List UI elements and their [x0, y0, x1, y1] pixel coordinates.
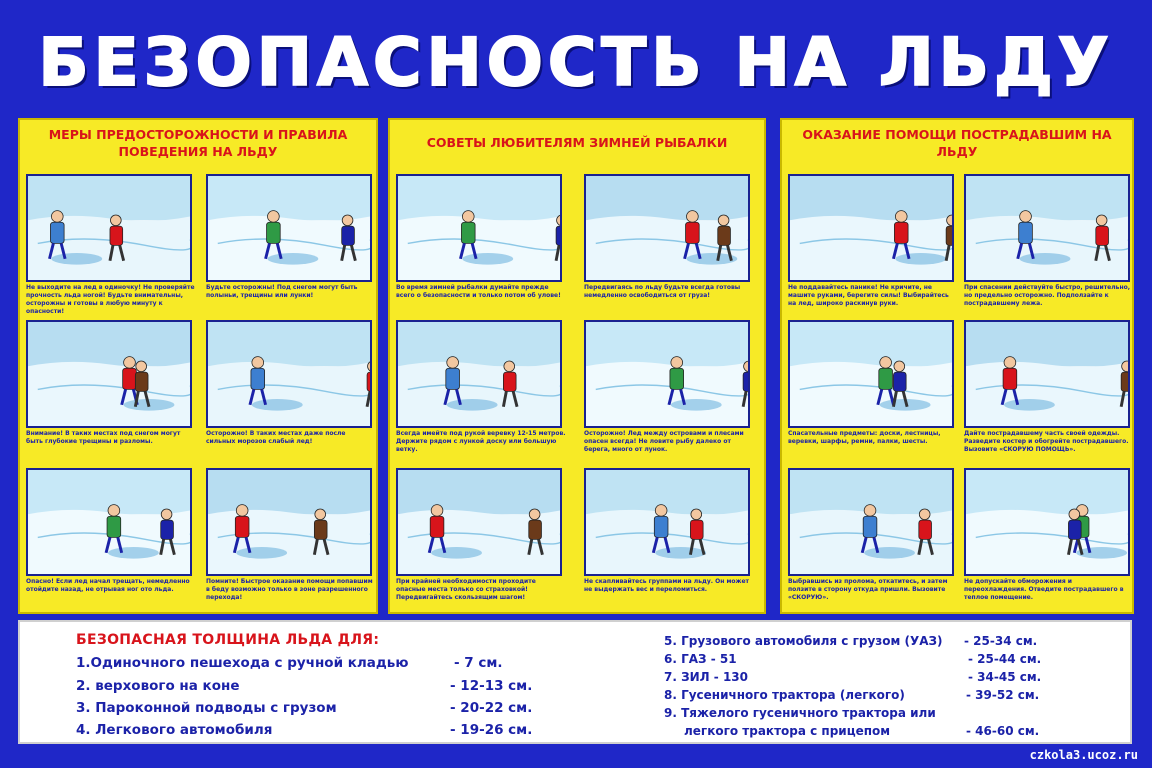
safety-rope-icon — [396, 468, 562, 576]
warming-victim-icon — [964, 320, 1130, 428]
scene-caption: Выбравшись из пролома, откатитесь, и затем ползите в сторону откуда пришли. Вызовите «СКОРУЮ». — [788, 578, 948, 601]
thickness-value: - 34-45 см. — [968, 670, 1042, 684]
scene-caption: Будьте осторожны! Под снегом могут быть полыньи, трещины или лунки! — [206, 284, 358, 299]
falling-through-ice-icon — [26, 320, 192, 428]
thickness-row: 7. ЗИЛ - 130 — [664, 670, 749, 684]
panel-heading: ОКАЗАНИЕ ПОМОЩИ ПОСТРАДАВШИМ НА ЛЬДУ — [802, 127, 1112, 159]
scene-caption: Не выходите на лед в одиночку! Не проверяйте прочность льда ногой! Будьте внимательны, осторожны и готовы в любую минуту к опасности! — [26, 284, 195, 315]
scene-caption: Опасно! Если лед начал трещать, немедленно отойдите назад, не отрывая ног ото льда. — [26, 578, 190, 593]
children-sliding-icon — [26, 468, 192, 576]
thickness-row: 9. Тяжелого гусеничного трактора или — [664, 706, 936, 720]
ice-fishing-icon — [396, 174, 562, 282]
scene-caption: Осторожно! В таких местах даже после сильных морозов слабый лед! — [206, 430, 346, 445]
overloaded-ice-icon — [584, 468, 750, 576]
thickness-value: - 20-22 см. — [450, 700, 533, 716]
scene-caption: Во время зимней рыбалки думайте прежде всего о безопасности и только потом об улове! — [396, 284, 561, 299]
children-on-ice-icon — [26, 174, 192, 282]
factory-open-water-icon — [206, 320, 372, 428]
thickness-row: 6. ГАЗ - 51 — [664, 652, 737, 666]
thickness-value: - 46-60 см. — [966, 724, 1040, 738]
thickness-value: - 12-13 см. — [450, 678, 533, 694]
scene-caption: Спасательные предметы: доски, лестницы, веревки, шарфы, ремни, палки, шесты. — [788, 430, 941, 445]
panel-heading: МЕРЫ ПРЕДОСТОРОЖНОСТИ И ПРАВИЛА ПОВЕДЕНИЯ НА ЛЬДУ — [48, 127, 348, 159]
scene-caption: Внимание! В таких местах под снегом могут быть глубокие трещины и разломы. — [26, 430, 181, 445]
thickness-heading: БЕЗОПАСНАЯ ТОЛЩИНА ЛЬДА ДЛЯ: — [76, 632, 380, 648]
scene-caption: Передвигаясь по льду будьте всегда готовы немедленно освободиться от груза! — [584, 284, 741, 299]
scene-caption: При крайней необходимости проходите опасные места только со страховкой! Передвигайтесь скользящим шагом! — [396, 578, 536, 601]
scene-caption: Всегда имейте под рукой веревку 12-15 метров. Держите рядом с лункой доску или большую ветку. — [396, 430, 566, 453]
thickness-value: - 25-44 см. — [968, 652, 1042, 666]
rope-rescue-icon — [396, 320, 562, 428]
ice-thickness-table — [18, 620, 1132, 744]
thickness-value: - 25-34 см. — [964, 634, 1038, 648]
panel-heading: СОВЕТЫ ЛЮБИТЕЛЯМ ЗИМНЕЙ РЫБАЛКИ — [426, 135, 728, 150]
thickness-row: 5. Грузового автомобиля с грузом (УАЗ) — [664, 634, 943, 648]
safe-crossing-icon — [206, 468, 372, 576]
island-ice-icon — [584, 320, 750, 428]
watermark: czkola3.ucoz.ru — [1029, 748, 1138, 762]
thickness-value: - 7 см. — [454, 655, 503, 671]
poster-title: БЕЗОПАСНОСТЬ НА ЛЬДУ — [38, 24, 1114, 101]
thickness-row: 4. Легкового автомобиля — [76, 722, 273, 738]
thickness-row: 2. верхового на коне — [76, 678, 240, 694]
scene-caption: Не поддавайтесь панике! Не кричите, не машите руками, берегите силы! Выбирайтесь на лед, широко раскинув руки. — [788, 284, 949, 307]
scene-caption: Дайте пострадавшему часть своей одежды. Разведите костер и обогрейте пострадавшего. Вызовите «СКОРУЮ ПОМОЩЬ». — [964, 430, 1129, 453]
scene-caption: Помните! Быстрое оказание помощи попавшим в беду возможно только в зоне разрешенного перехода! — [206, 578, 373, 601]
thickness-row: 8. Гусеничного трактора (легкого) — [664, 688, 905, 702]
scene-caption: Не допускайте обморожения и переохлаждения. Отведите пострадавшего в теплое помещение. — [964, 578, 1124, 601]
thickness-value: - 19-26 см. — [450, 722, 533, 738]
scene-caption: При спасении действуйте быстро, решительно, но предельно осторожно. Подползайте к пострадавшему лежа. — [964, 284, 1130, 307]
human-chain-icon — [788, 468, 954, 576]
thickness-row: легкого трактора с прицепом — [684, 724, 891, 738]
thickness-row: 1.Одиночного пешехода с ручной кладью — [76, 655, 409, 671]
call-for-help-icon — [788, 174, 954, 282]
thickness-row: 3. Пароконной подводы с грузом — [76, 700, 337, 716]
crawling-rescue-icon — [964, 174, 1130, 282]
rescue-tools-icon — [788, 320, 954, 428]
children-playing-icon — [206, 174, 372, 282]
scene-caption: Не скапливайтесь группами на льду. Он может не выдержать вес и переломиться. — [584, 578, 749, 593]
fall-on-ice-icon — [964, 468, 1130, 576]
fisherman-walking-icon — [584, 174, 750, 282]
thickness-value: - 39-52 см. — [966, 688, 1040, 702]
scene-caption: Осторожно! Лед между островами и плесами опасен всегда! Не ловите рыбу далеко от берега, много от лунок. — [584, 430, 744, 453]
